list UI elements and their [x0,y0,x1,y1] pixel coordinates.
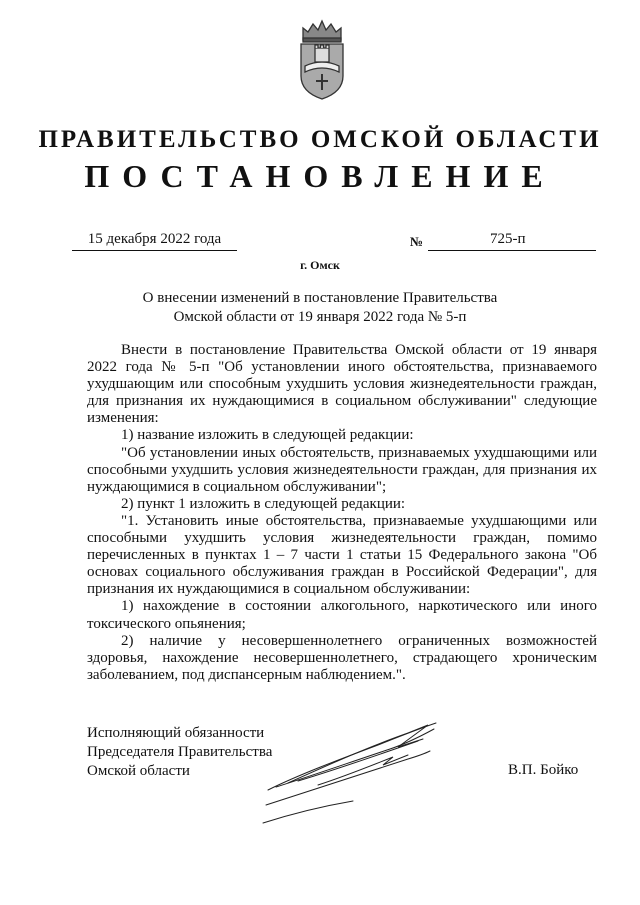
handwritten-signature [258,705,443,840]
body-paragraph: 2) пункт 1 изложить в следующей редакции: [121,495,406,512]
signatory-position [87,724,272,781]
organization-title: ПРАВИТЕЛЬСТВО ОМСКОЙ ОБЛАСТИ [38,126,602,153]
number-field [428,231,596,251]
signatory-name: В.П. Бойко [508,762,579,778]
number-sign: № [410,234,424,249]
document-type-title: ПОСТАНОВЛЕНИЕ [84,158,556,194]
body-paragraph: "1. Установить иные обстоятельства, признаваемые ухудшающими или способными ухудшить условия жизнедеятельности граждан, помимо перечисленных в пунктах 1 – 7 части 1 статьи 15 Федерального закона "Об основах социального обслуживания граждан в Российской Федерации", для признания их нуждающимися в социальном обслуживании: [87,512,597,598]
subject-line-1: О внесении изменений в постановление Правительства [142,290,498,306]
body-paragraph: 1) нахождение в состоянии алкогольного, наркотического или иного токсического опьянения; [87,598,597,632]
city-label: г. Омск [300,258,340,272]
body-paragraph: 2) наличие у несовершеннолетнего ограниченных возможностей здоровья, нахождение несовершеннолетнего, страдающего хроническим заболеванием, под диспансерным наблюдением.". [87,632,597,683]
document-subject [90,289,550,327]
signatory-position-line: Исполняющий обязанности [87,725,265,741]
document-body [87,342,597,684]
signatory-position-line: Председателя Правительства [87,744,273,760]
body-paragraph: Внести в постановление Правительства Омской области от 19 января 2022 года № 5-п "Об установлении иного обстоятельства, признаваемого ухудшающим или способным ухудшить условия жизнедеятельности граждан, для признания их нуждающимися в социальном обслуживании" следующие изменения: [87,342,597,427]
body-paragraph: "Об установлении иных обстоятельств, признаваемых ухудшающими или способными ухудшить условия жизнедеятельности граждан, для признания их нуждающимися в социальном обслуживании"; [87,444,597,495]
document-number: 725-п [490,231,526,247]
body-paragraph: 1) название изложить в следующей редакции: [121,427,414,444]
signatory-position-line: Омской области [87,763,190,779]
subject-line-2: Омской области от 19 января 2022 года № 5-п [173,309,467,325]
document-date: 15 декабря 2022 года [87,231,222,247]
coat-of-arms-icon [295,18,349,102]
date-field [72,231,237,251]
